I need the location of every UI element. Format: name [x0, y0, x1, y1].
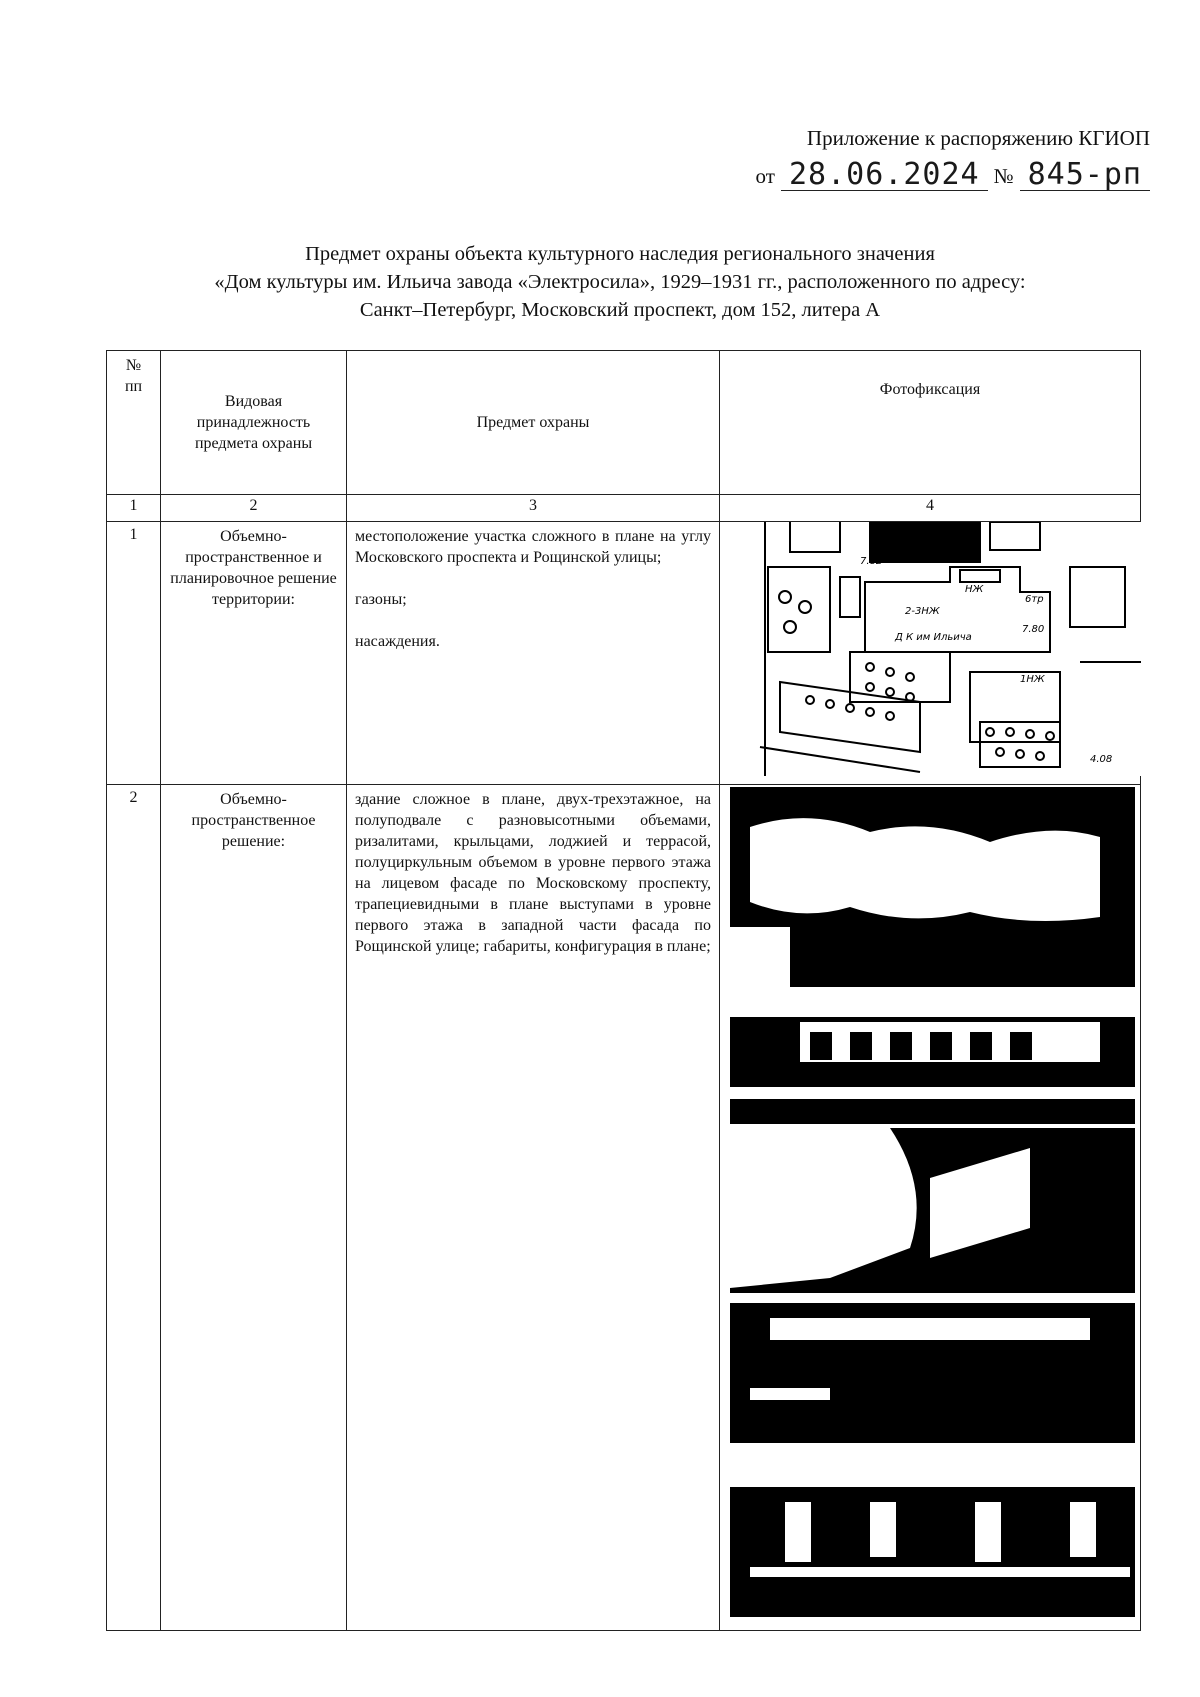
appendix-line: Приложение к распоряжению КГИОП: [806, 126, 1150, 150]
number-prefix: №: [993, 164, 1014, 188]
row-photo-cell: [720, 785, 1141, 1631]
table-row: [107, 785, 1141, 1631]
col-number-1: 1: [107, 495, 161, 522]
row-photo-cell: [720, 522, 1141, 785]
header-num-line1: №: [125, 357, 142, 374]
subject-item: местоположение участка сложного в плане на углу Московского проспекта и Рощинской улицы;: [355, 528, 711, 566]
title-line-2: «Дом культуры им. Ильича завода «Электросила», 1929–1931 гг., расположенного по адресу:: [214, 271, 1026, 293]
row-number: 2: [107, 785, 161, 1631]
row-subject: [347, 522, 720, 785]
map-label: 7.82: [860, 556, 883, 567]
table-row: [107, 522, 1141, 785]
header-subject: Предмет охраны: [347, 351, 720, 495]
document-title: [100, 240, 1140, 324]
header-num: [107, 351, 161, 495]
table-header-row: [107, 351, 1141, 495]
map-label: 1НЖ: [1020, 674, 1045, 685]
map-label: Д К им Ильича: [895, 632, 972, 643]
col-number-4: 4: [720, 495, 1141, 522]
col-number-2: 2: [161, 495, 347, 522]
facade-photo-1: [730, 787, 1135, 1124]
date-prefix: от: [755, 164, 775, 188]
facade-photo-3: [730, 1447, 1135, 1617]
map-label: 6тр: [1025, 594, 1044, 605]
protection-table: [106, 350, 1141, 1631]
header-num-line2: пп: [124, 378, 143, 395]
row-type: Объемно-пространственное решение:: [161, 785, 347, 1631]
facade-photo-2: [730, 1128, 1135, 1443]
column-number-row: [107, 495, 1141, 522]
subject-item: здание сложное в плане, двух-трехэтажное, на полуподвале с разновысотными объемами, ризалитами, крыльцами, лоджией и террасой, полуциркульным объемом в уровне первого этажа на лицевом фасаде по Московскому проспекту, трапециевидными в плане выступами в уровне первого этажа в западной части фасада по Рощинской улице; габариты, конфигурация в плане;: [355, 791, 711, 955]
row-type: Объемно-пространственное и планировочное решение территории:: [161, 522, 347, 785]
map-label: 4.08: [1090, 754, 1113, 765]
row-number: 1: [107, 522, 161, 785]
site-plan-image: [720, 522, 1141, 776]
map-label: НЖ: [965, 584, 984, 595]
header-type: Видовая принадлежность предмета охраны: [161, 351, 347, 495]
col-number-3: 3: [347, 495, 720, 522]
title-line-1: Предмет охраны объекта культурного наследия регионального значения: [305, 243, 935, 265]
row-subject: [347, 785, 720, 1631]
date-number-line: [755, 157, 1150, 192]
map-label: 7.80: [1022, 624, 1045, 635]
order-date: 28.06.2024: [781, 160, 988, 191]
subject-item: газоны;: [355, 591, 407, 608]
map-label: 2-3НЖ: [905, 606, 940, 617]
header-photo: Фотофиксация: [720, 351, 1141, 495]
order-number: 845-рп: [1020, 160, 1150, 191]
subject-item: насаждения.: [355, 633, 440, 650]
title-line-3: Санкт–Петербург, Московский проспект, дом 152, литера А: [359, 299, 881, 321]
